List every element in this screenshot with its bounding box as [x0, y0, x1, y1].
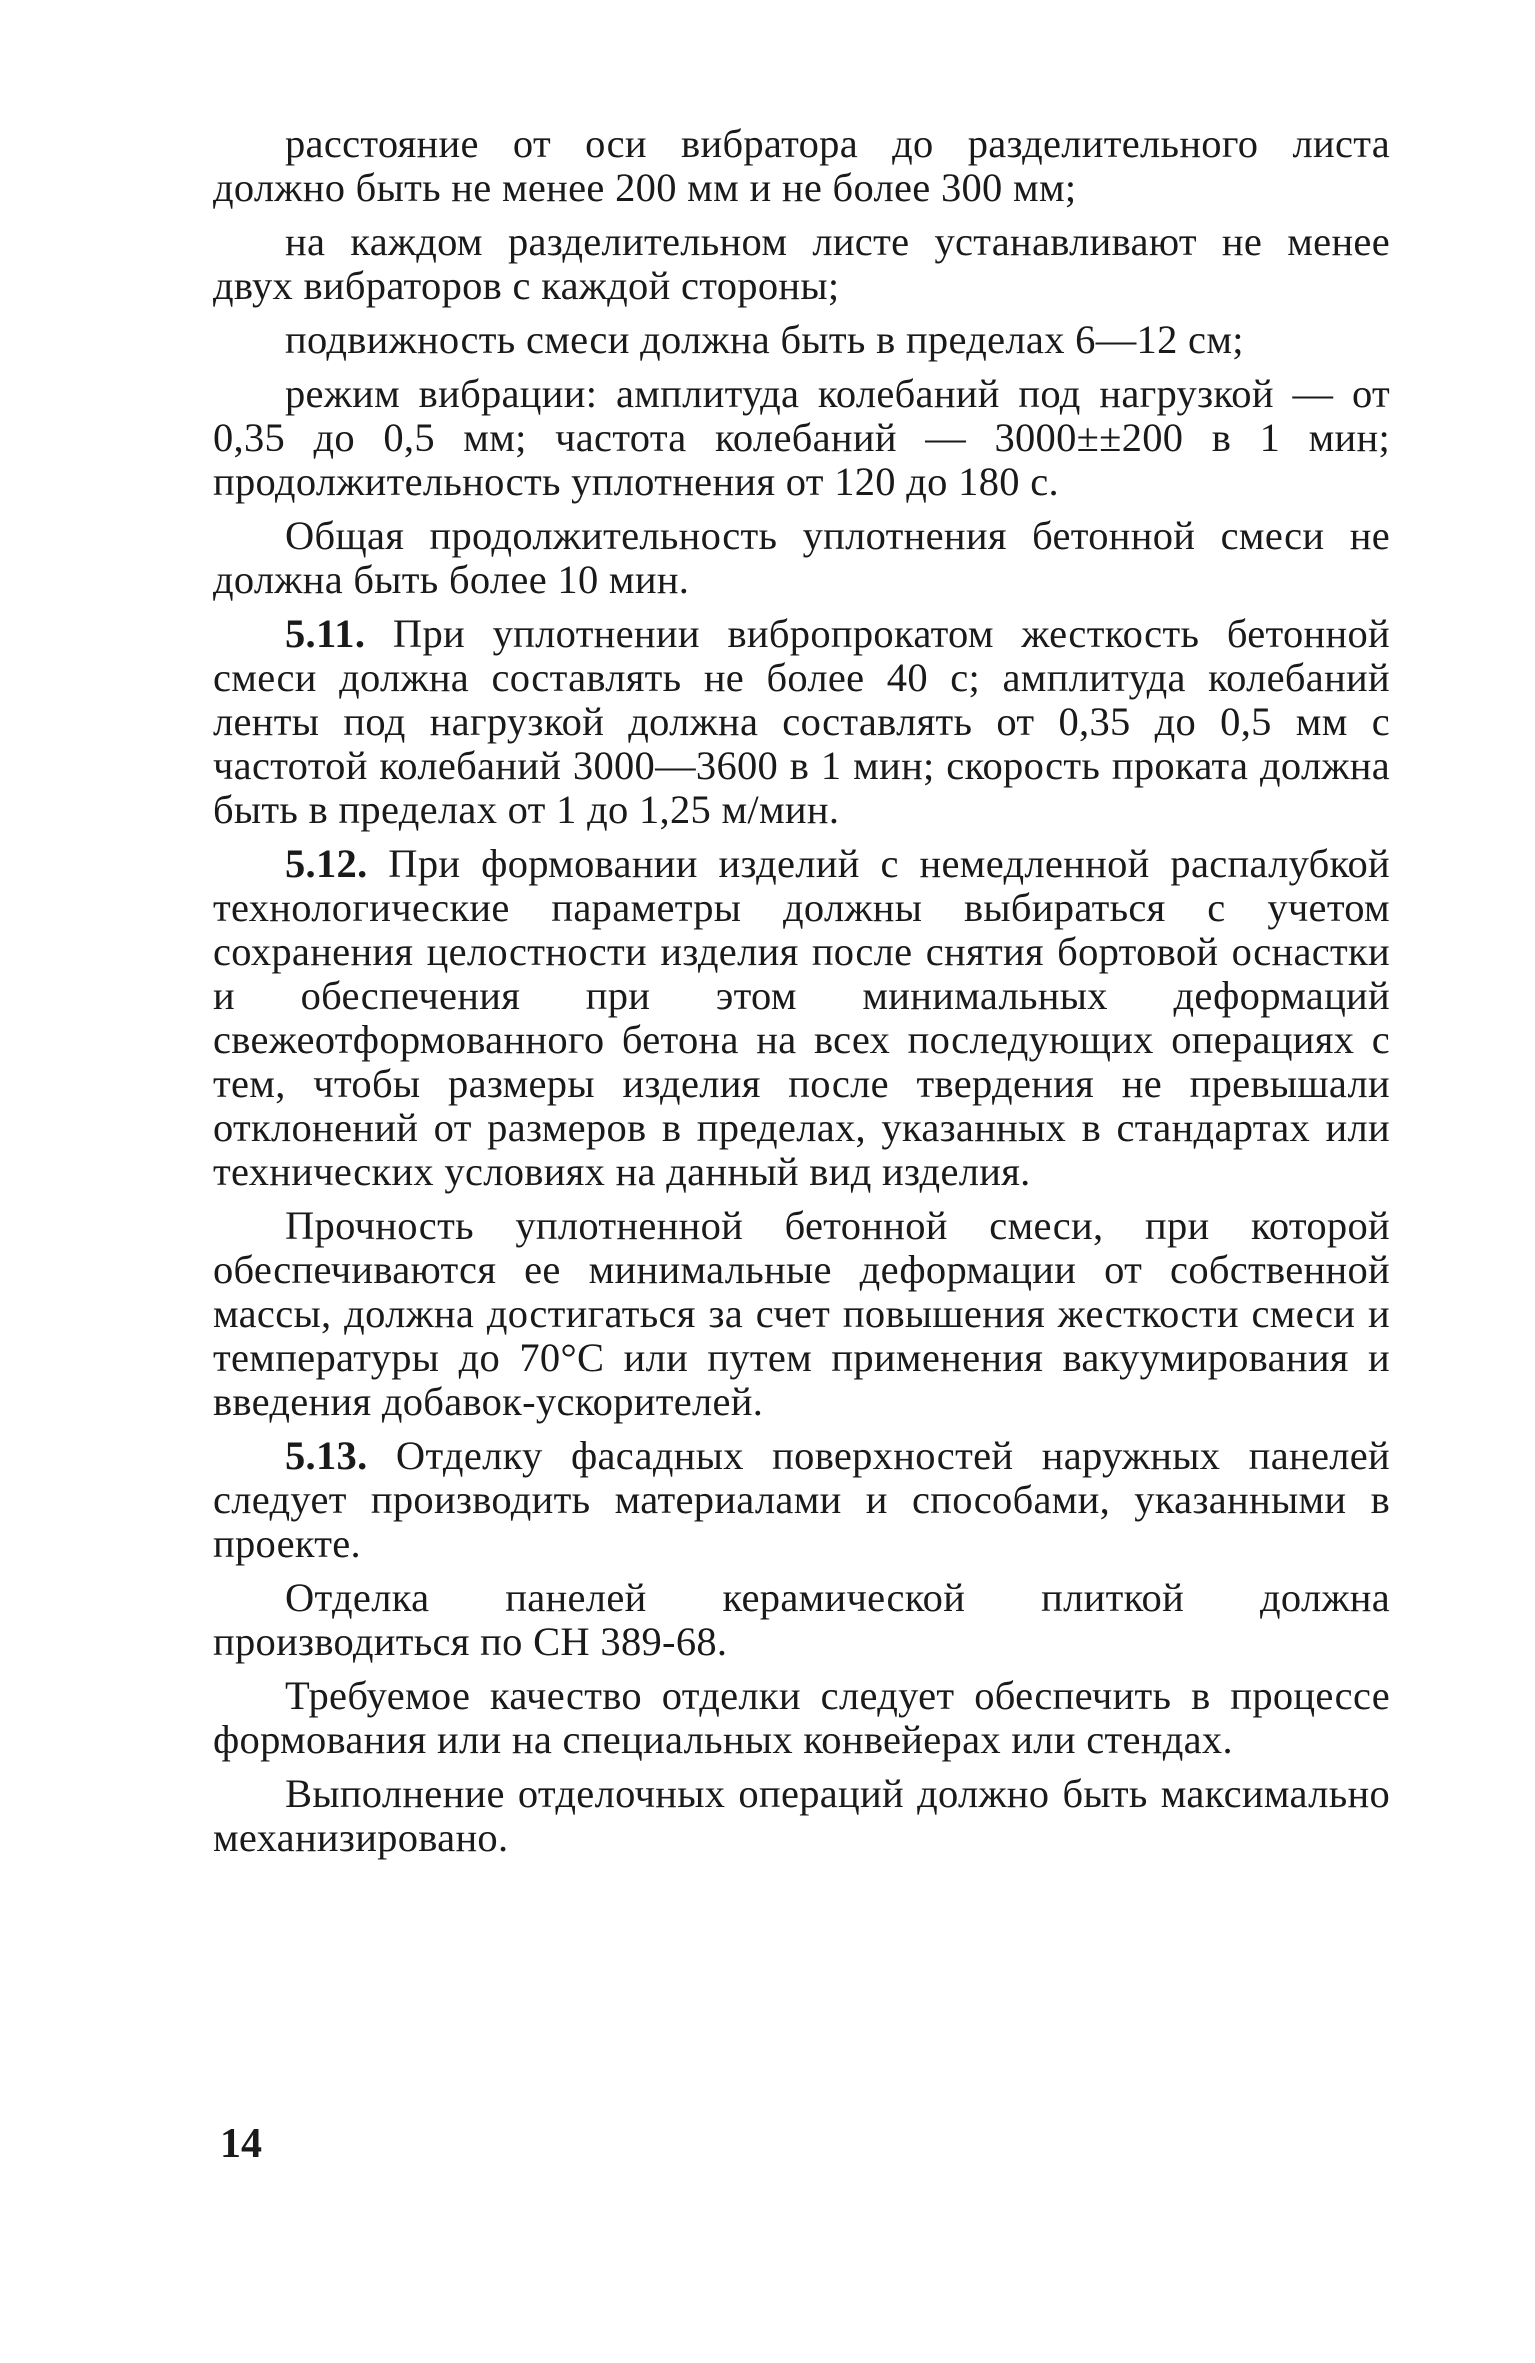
- paragraph-vibrators: на каждом разделительном листе устанавливают не менее двух вибраторов с каждой стороны;: [213, 219, 1390, 308]
- body-text: [213, 122, 1390, 1860]
- paragraph-ceramic-tiles: Отделка панелей керамической плиткой должна производиться по СН 389-68.: [213, 1575, 1390, 1664]
- paragraph-mobility: подвижность смеси должна быть в пределах 6—12 см;: [285, 317, 1244, 362]
- page-number: 14: [220, 2121, 262, 2167]
- paragraph-5-13: 5.13. Отделку фасадных поверхностей наружных панелей следует производить материалами и способами, указанными в проекте.: [213, 1433, 1390, 1566]
- clause-number: 5.11.: [285, 611, 366, 656]
- paragraph-mechanization: Выполнение отделочных операций должно быть максимально механизировано.: [213, 1771, 1390, 1860]
- clause-number: 5.12.: [285, 841, 368, 886]
- clause-number: 5.13.: [285, 1433, 368, 1478]
- paragraph-finish-quality: Требуемое качество отделки следует обеспечить в процессе формования или на специальных конвейерах или стендах.: [213, 1673, 1390, 1762]
- paragraph-total-duration: Общая продолжительность уплотнения бетонной смеси не должна быть более 10 мин.: [213, 513, 1390, 602]
- paragraph-vibration-mode: режим вибрации: амплитуда колебаний под нагрузкой — от 0,35 до 0,5 мм; частота колебаний — 3000±±200 в 1 мин; продолжительность уплотнения от 120 до 180 с.: [213, 371, 1390, 504]
- paragraph-strength: Прочность уплотненной бетонной смеси, при которой обеспечиваются ее минимальные деформации от собственной массы, должна достигаться за счет повышения жесткости смеси и температуры до 70°С или путем применения вакуумирования и введения добавок-ускорителей.: [213, 1203, 1390, 1424]
- paragraph-5-12: 5.12. При формовании изделий с немедленной распалубкой технологические параметры должны выбираться с учетом сохранения целостности изделия после снятия бортовой оснастки и обеспечения при этом минимальных деформаций свежеотформованного бетона на всех последующих операциях с тем, чтобы размеры изделия после твердения не превышали отклонений от размеров в пределах, указанных в стандартах или технических условиях на данный вид изделия.: [213, 841, 1390, 1194]
- paragraph-5-11: 5.11. При уплотнении вибропрокатом жесткость бетонной смеси должна составлять не более 40 с; амплитуда колебаний ленты под нагрузкой должна составлять от 0,35 до 0,5 мм с частотой колебаний 3000—3600 в 1 мин; скорость проката должна быть в пределах от 1 до 1,25 м/мин.: [213, 611, 1390, 832]
- paragraph-distance: расстояние от оси вибратора до разделительного листа должно быть не менее 200 мм и не более 300 мм;: [213, 121, 1390, 210]
